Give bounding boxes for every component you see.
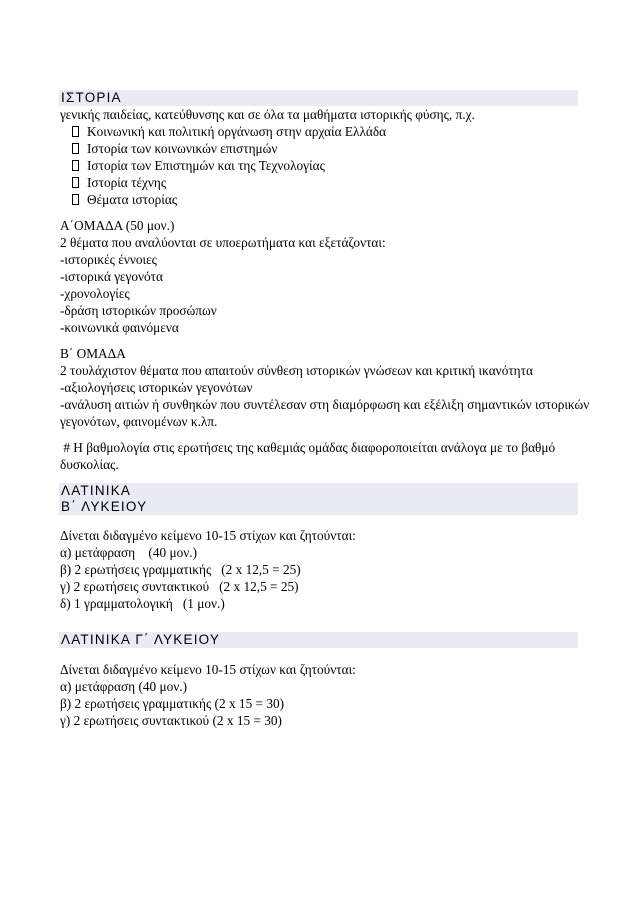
list-item-continuation: γεγονότων, φαινομένων κ.λπ. <box>60 414 218 429</box>
latin-b-heading: ΛΑΤΙΝΙΚΑ <box>59 483 578 499</box>
list-item: -ιστορικές έννοιες <box>60 252 157 267</box>
list-item: -χρονολογίες <box>60 286 130 301</box>
grading-note-continuation: δυσκολίας. <box>60 457 119 472</box>
latin-c-intro: Δίνεται διδαγμένο κείμενο 10-15 στίχων και ζητούνται: <box>60 662 356 677</box>
list-item: α) μετάφραση (40 μον.) <box>60 545 198 560</box>
missing-glyph-bullet-icon <box>72 160 79 171</box>
latin-b-subheading: Β΄ ΛΥΚΕΙΟΥ <box>59 499 578 515</box>
list-item: γ) 2 ερωτήσεις συντακτικού (2 x 15 = 30) <box>60 713 282 728</box>
missing-glyph-bullet-icon <box>72 126 79 137</box>
history-heading: ΙΣΤΟΡΙΑ <box>59 90 578 106</box>
list-item: -δράση ιστορικών προσώπων <box>60 303 217 318</box>
latin-c-heading: ΛΑΤΙΝΙΚΑ Γ΄ ΛΥΚΕΙΟΥ <box>59 632 578 648</box>
list-item: δ) 1 γραμματολογική (1 μον.) <box>60 596 225 611</box>
document-page: ΙΣΤΟΡΙΑ γενικής παιδείας, κατεύθυνσης και σε όλα τα μαθήματα ιστορικής φύσης, π.χ. Κοινωνική και πολιτική οργάνωση στην αρχαία Ελλάδα Ιστορία των κοινωνικών επιστημών Ιστορία των Επιστημών και της Τεχνολογίας Ιστορία τέχνης Θέματα ιστορίας Α΄ΟΜΑΔΑ (50 μον.) 2 θέματα που αναλύονται σε υποερωτήματα και εξετάζονται: -ιστορικές έννοιες -ιστορικά γεγονότα -χρονολογίες -δράση ιστορικών προσώπων -κοινωνικά φαινόμενα Β΄ ΟΜΑΔΑ 2 τουλάχιστον θέματα που απαιτούν σύνθεση ιστορικών γνώσεων και κριτική ικανότητα -αξιολογήσεις ιστορικών γεγονότων -ανάλυση αιτιών ή συνθηκών που συντέλεσαν στη διαμόρφωση και εξέλιξη σημαντικών ιστορικών γεγονότων, φαινομένων κ.λπ. # Η βαθμολογία στις ερωτήσεις της καθεμιάς ομάδας διαφοροποιείται ανάλογα με το βαθμό δυσκολίας. ΛΑΤΙΝΙΚΑ Β΄ ΛΥΚΕΙΟΥ Δίνεται διδαγμένο κείμενο 10-15 στίχων και ζητούνται: α) μετάφραση (40 μον.) β) 2 ερωτήσεις γραμματικής (2 x 12,5 = 25) γ) 2 ερωτήσεις συντακτικού (2 x 12,5 = 25) δ) 1 γραμματολογική (1 μον.) ΛΑΤΙΝΙΚΑ Γ΄ ΛΥΚΕΙΟΥ Δίνεται διδαγμένο κείμενο 10-15 στίχων και ζητούνται: α) μετάφραση (40 μον.) β) 2 ερωτήσεις γραμματικής (2 x 15 = 30) γ) 2 ερωτήσεις συντακτικού (2 x 15 = 30) <box>60 90 590 728</box>
list-item: γ) 2 ερωτήσεις συντακτικού (2 x 12,5 = 25) <box>60 579 299 594</box>
group-b-desc: 2 τουλάχιστον θέματα που απαιτούν σύνθεση ιστορικών γνώσεων και κριτική ικανότητα <box>60 363 533 378</box>
group-a-desc: 2 θέματα που αναλύονται σε υποερωτήματα και εξετάζονται: <box>60 235 386 250</box>
list-item: β) 2 ερωτήσεις γραμματικής (2 x 15 = 30) <box>60 696 285 711</box>
latin-b-intro: Δίνεται διδαγμένο κείμενο 10-15 στίχων και ζητούνται: <box>60 528 356 543</box>
missing-glyph-bullet-icon <box>72 143 79 154</box>
list-item: -κοινωνικά φαινόμενα <box>60 320 179 335</box>
list-item: α) μετάφραση (40 μον.) <box>60 679 188 694</box>
grading-note: # Η βαθμολογία στις ερωτήσεις της καθεμιάς ομάδας διαφοροποιείται ανάλογα με το βαθμό <box>60 440 556 455</box>
list-item: β) 2 ερωτήσεις γραμματικής (2 x 12,5 = 25) <box>60 562 301 577</box>
list-item: -ιστορικά γεγονότα <box>60 269 163 284</box>
missing-glyph-bullet-icon <box>72 194 79 205</box>
missing-glyph-bullet-icon <box>72 177 79 188</box>
history-intro: γενικής παιδείας, κατεύθυνσης και σε όλα τα μαθήματα ιστορικής φύσης, π.χ. <box>60 107 475 122</box>
group-a-title: Α΄ΟΜΑΔΑ (50 μον.) <box>60 218 175 233</box>
list-item: -αξιολογήσεις ιστορικών γεγονότων <box>60 380 253 395</box>
group-b-title: Β΄ ΟΜΑΔΑ <box>60 346 126 361</box>
list-item: -ανάλυση αιτιών ή συνθηκών που συντέλεσαν στη διαμόρφωση και εξέλιξη σημαντικών ιστορικών <box>60 397 590 412</box>
